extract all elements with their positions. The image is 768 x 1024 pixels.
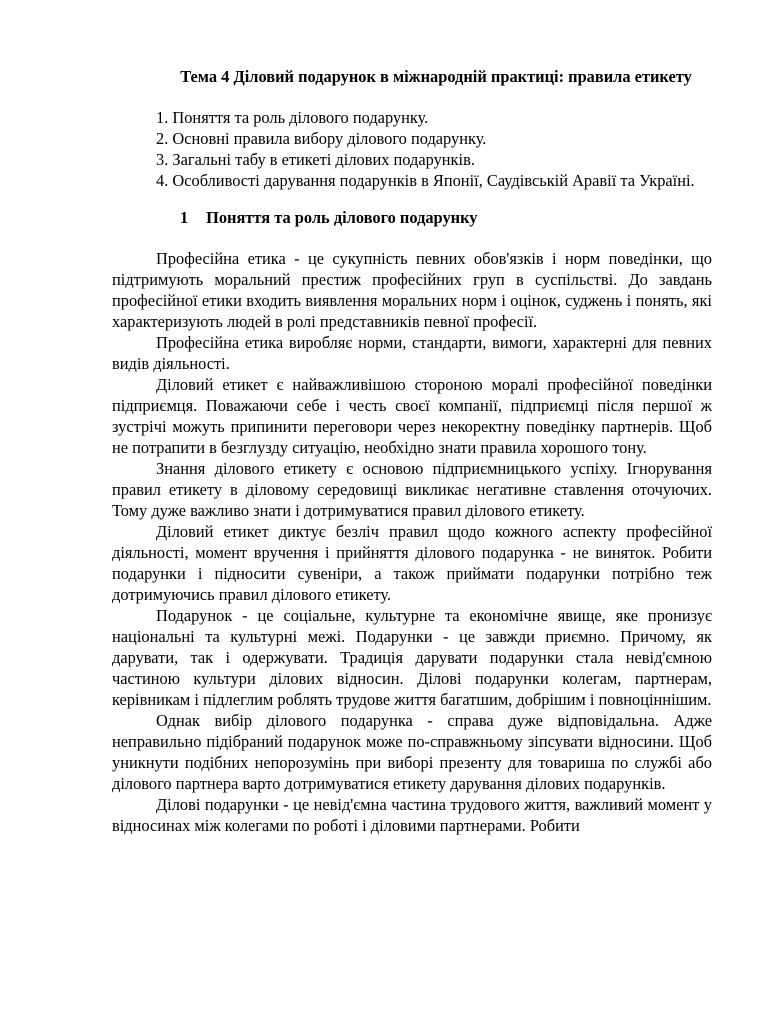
paragraph-1: Професійна етика - це сукупність певних обов'язків і норм поведінки, що підтримують моральний престиж професійних груп в суспільстві. До завдань професійної етики входить виявлення моральних норм і оцінок, суджень і понять, які характеризують людей в ролі представників певної професії. bbox=[112, 249, 712, 331]
toc-item-2: 2. Основні правила вибору ділового подарунку. bbox=[156, 129, 487, 148]
section-heading bbox=[112, 207, 712, 228]
section-number: 1 bbox=[180, 208, 189, 227]
paragraph-8: Ділові подарунки - це невід'ємна частина трудового життя, важливий момент у відносинах між колегами по роботі і діловими партнерами. Робити bbox=[112, 795, 712, 835]
paragraph-2: Професійна етика виробляє норми, стандарти, вимоги, характерні для певних видів діяльності. bbox=[112, 333, 712, 373]
body-text bbox=[112, 248, 712, 836]
paragraph-7: Однак вибір ділового подарунка - справа дуже відповідальна. Адже неправильно підібраний подарунок може по-справжньому зіпсувати відносини. Щоб уникнути подібних непорозумінь при виборі презенту для товариша по службі або ділового партнера варто дотримуватися етикету дарування ділових подарунків. bbox=[112, 711, 712, 793]
paragraph-5: Діловий етикет диктує безліч правил щодо кожного аспекту професійної діяльності, момент вручення і прийняття ділового подарунка - не виняток. Робити подарунки і підносити сувеніри, а також приймати подарунки потрібно теж дотримуючись правил ділового етикету. bbox=[112, 522, 712, 604]
toc-item-3: 3. Загальні табу в етикеті ділових подарунків. bbox=[156, 150, 475, 169]
section-title: Поняття та роль ділового подарунку bbox=[206, 208, 478, 227]
toc-item-4: 4. Особливості дарування подарунків в Японії, Саудівській Аравії та Україні. bbox=[156, 171, 695, 190]
document-page bbox=[112, 66, 712, 836]
table-of-contents bbox=[112, 107, 712, 191]
page-title: Тема 4 Діловий подарунок в міжнародній практиці: правила етикету bbox=[180, 67, 692, 86]
paragraph-6: Подарунок - це соціальне, культурне та економічне явище, яке пронизує національні та культурні межі. Подарунки - це завжди приємно. Причому, як дарувати, так і одержувати. Традиція дарувати подарунки стала невід'ємною частиною культури ділових відносин. Ділові подарунки колегам, партнерам, керівникам і підлеглим роблять трудове життя багатшим, добрішим і повноціннішим. bbox=[112, 606, 712, 709]
toc-item-1: 1. Поняття та роль ділового подарунку. bbox=[156, 108, 429, 127]
paragraph-4: Знання ділового етикету є основою підприємницького успіху. Ігнорування правил етикету в діловому середовищі викликає негативне ставлення оточуючих. Тому дуже важливо знати і дотримуватися правил ділового етикету. bbox=[112, 459, 712, 520]
paragraph-3: Діловий етикет є найважливішою стороною моралі професійної поведінки підприємця. Поважаючи себе і честь своєї компанії, підприємці після першої ж зустрічі можуть припинити переговори через некоректну поведінку партнерів. Щоб не потрапити в безглузду ситуацію, необхідно знати правила хорошого тону. bbox=[112, 375, 712, 457]
